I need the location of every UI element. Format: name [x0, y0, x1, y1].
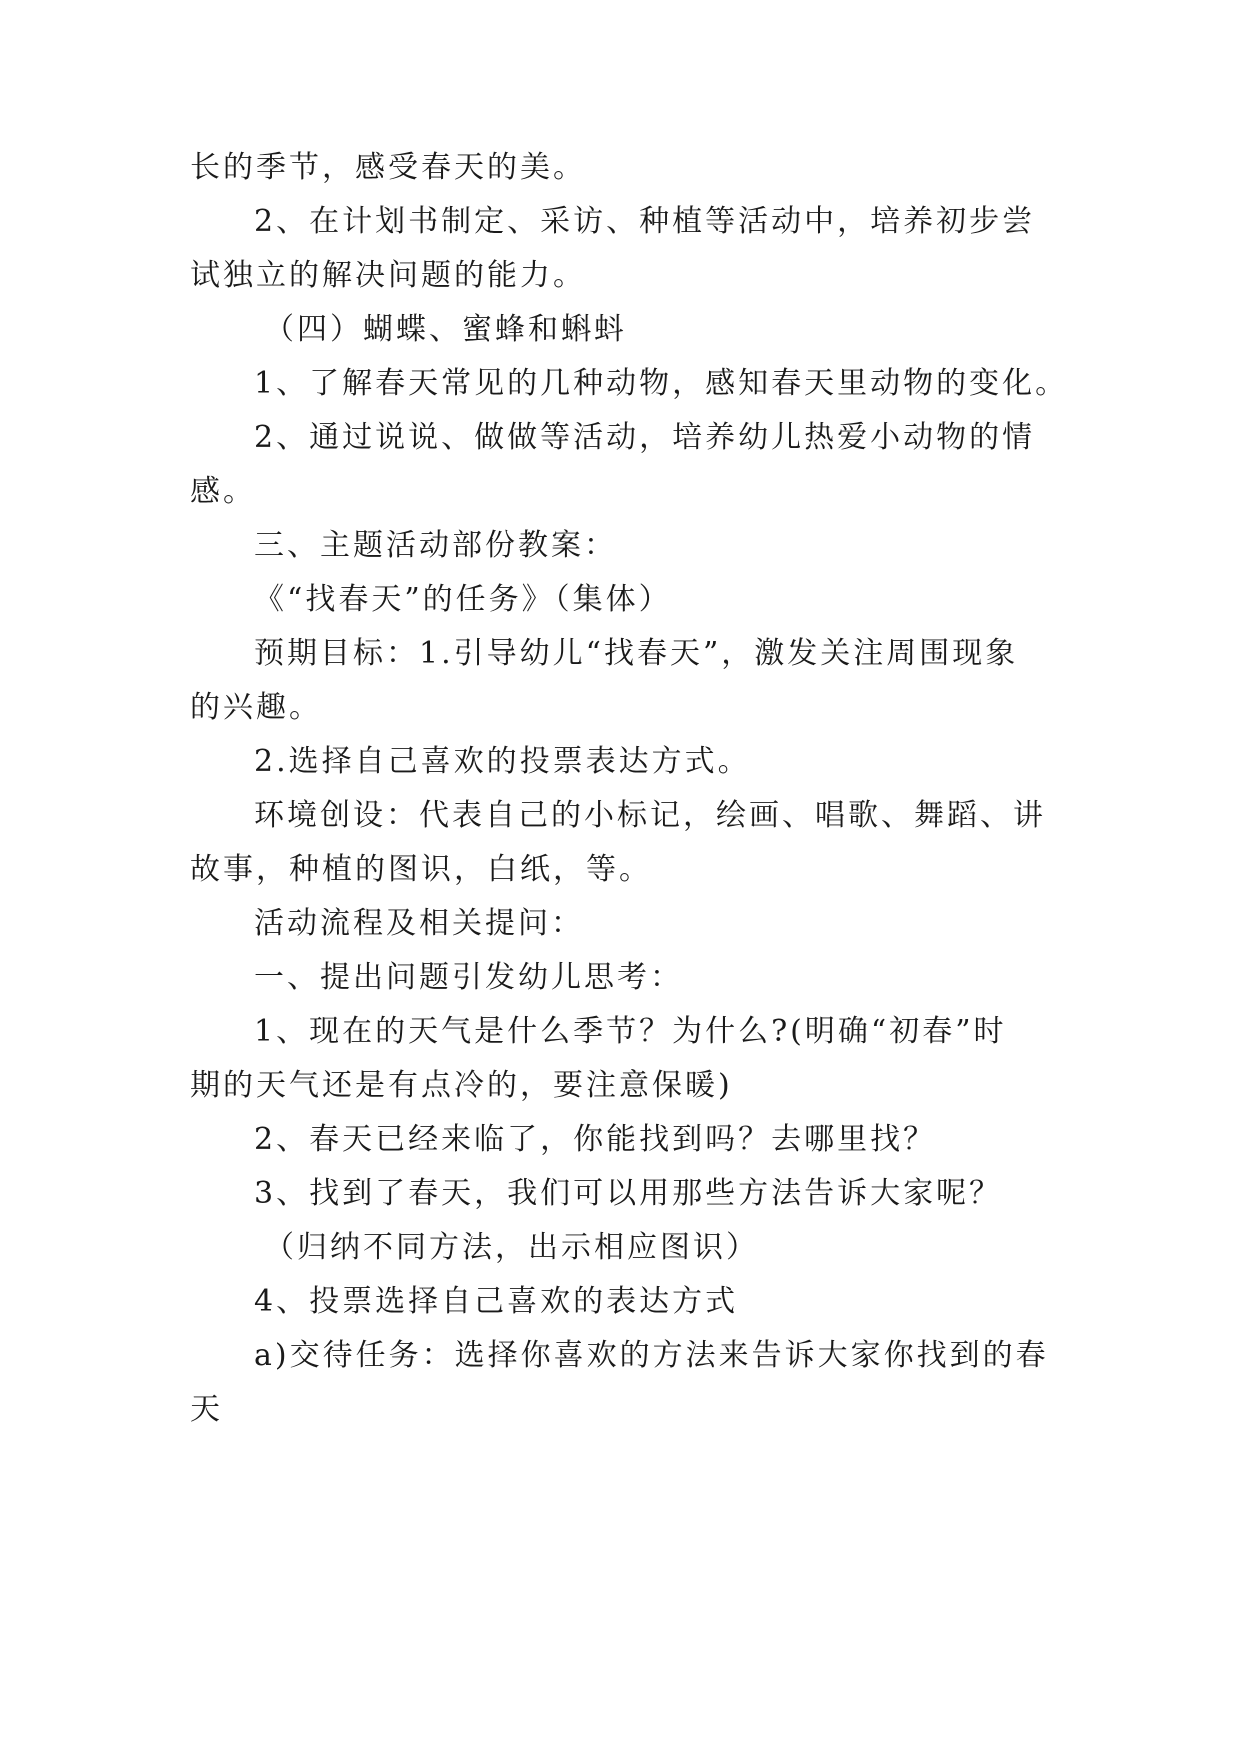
text-line: 长的季节，感受春天的美。 — [190, 150, 586, 185]
text-line: 2、在计划书制定、采访、种植等活动中，培养初步尝 — [254, 204, 1036, 239]
text-line: 1、了解春天常见的几种动物，感知春天里动物的变化。 — [254, 366, 1069, 401]
text-line: 一、提出问题引发幼儿思考： — [254, 960, 683, 995]
text-line: （归纳不同方法，出示相应图识） — [264, 1230, 759, 1265]
text-line: 感。 — [190, 474, 256, 509]
text-line: 环境创设：代表自己的小标记，绘画、唱歌、舞蹈、讲 — [254, 798, 1046, 833]
text-line: 2、通过说说、做做等活动，培养幼儿热爱小动物的情 — [254, 420, 1036, 455]
text-line: 天 — [190, 1392, 223, 1427]
text-line: 4、投票选择自己喜欢的表达方式 — [254, 1284, 739, 1319]
text-line: 预期目标：1.引导幼儿“找春天”，激发关注周围现象 — [254, 636, 1019, 671]
text-line: a)交待任务：选择你喜欢的方法来告诉大家你找到的春 — [254, 1338, 1049, 1373]
section-heading: 三、主题活动部份教案： — [254, 528, 617, 563]
text-line: 3、找到了春天，我们可以用那些方法告诉大家呢？ — [254, 1176, 1003, 1211]
text-line: 的兴趣。 — [190, 690, 322, 725]
text-line: 2、春天已经来临了，你能找到吗？去哪里找？ — [254, 1122, 937, 1157]
lesson-title: 《“找春天”的任务》（集体） — [254, 582, 672, 617]
section-heading: （四）蝴蝶、蜜蜂和蝌蚪 — [264, 312, 627, 347]
text-line: 试独立的解决问题的能力。 — [190, 258, 586, 293]
text-line: 1、现在的天气是什么季节？为什么?(明确“初春”时 — [254, 1014, 1007, 1049]
text-line: 2.选择自己喜欢的投票表达方式。 — [254, 744, 751, 779]
text-line: 故事，种植的图识，白纸，等。 — [190, 852, 652, 887]
text-line: 期的天气还是有点冷的，要注意保暖) — [190, 1068, 733, 1103]
text-line: 活动流程及相关提问： — [254, 906, 584, 941]
